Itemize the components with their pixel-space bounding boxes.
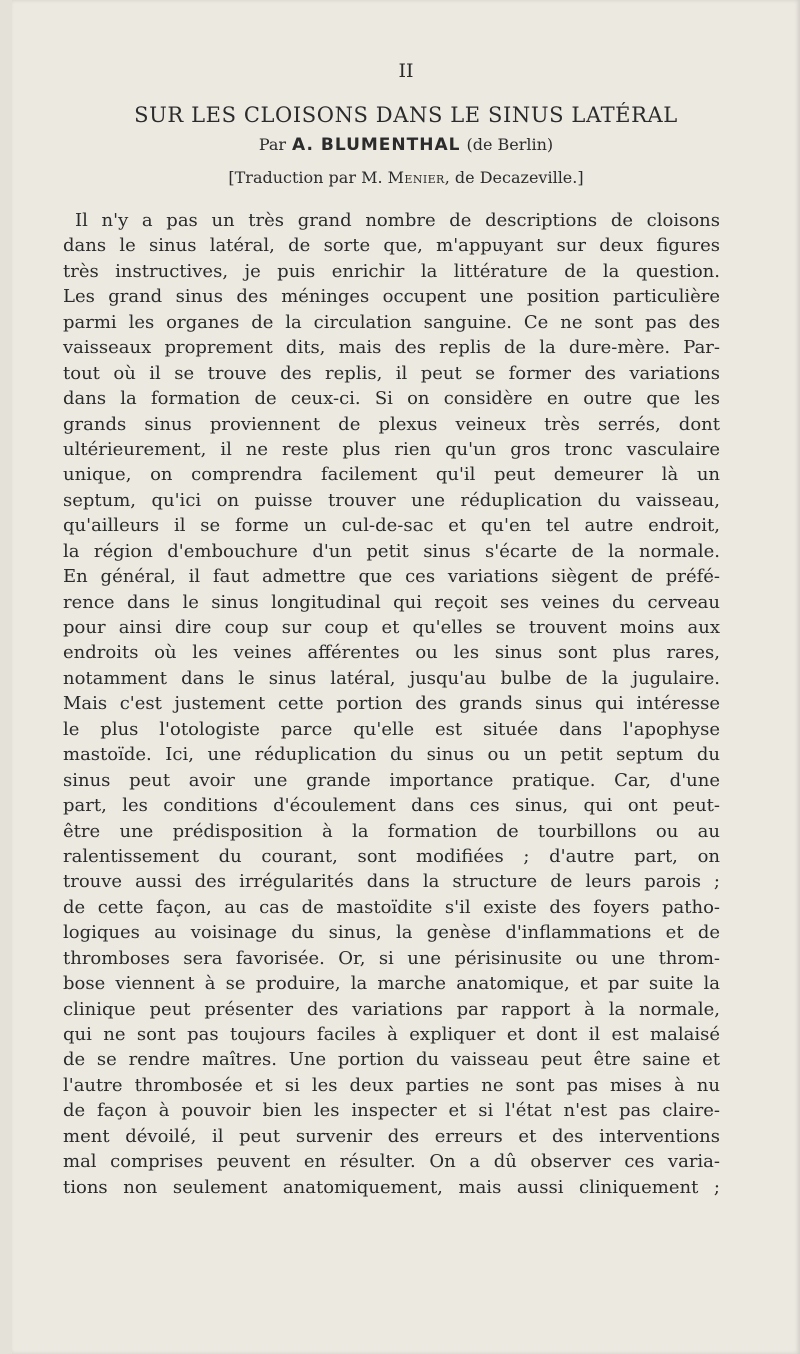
body-line: l'autre thrombosée et si les deux parties ne sont pas mises à nu	[63, 1074, 720, 1096]
article-body	[63, 208, 720, 1200]
body-line: bose viennent à se produire, la marche anatomique, et par suite la	[63, 973, 720, 995]
body-line: pour ainsi dire coup sur coup et qu'elles se trouvent moins aux	[63, 617, 720, 638]
body-line: unique, on comprendra facilement qu'il peut demeurer là un	[63, 464, 720, 486]
body-line: tions non seulement anatomiquement, mais aussi cliniquement ;	[63, 1176, 720, 1198]
body-line: qu'ailleurs il se forme un cul-de-sac et qu'en tel autre endroit,	[63, 515, 720, 537]
body-line: endroits où les veines afférentes ou les sinus sont plus rares,	[63, 642, 720, 664]
body-line: dans le sinus latéral, de sorte que, m'appuyant sur deux figures	[63, 235, 720, 257]
body-line: la région d'embouchure d'un petit sinus s'écarte de la normale.	[63, 540, 720, 562]
body-line: En général, il faut admettre que ces variations siègent de préfé-	[63, 566, 720, 588]
body-line: qui ne sont pas toujours faciles à expliquer et dont il est malaisé	[63, 1024, 720, 1045]
body-line: dans la formation de ceux-ci. Si on considère en outre que les	[63, 388, 720, 410]
body-line: clinique peut présenter des variations par rapport à la normale,	[63, 998, 720, 1020]
body-line: ultérieurement, il ne reste plus rien qu'un gros tronc vasculaire	[63, 438, 720, 460]
byline-prefix: Par	[258, 135, 287, 154]
translator-name: Menier	[387, 168, 445, 187]
author-name: A. BLUMENTHAL	[292, 135, 461, 155]
body-line: de cette façon, au cas de mastoïdite s'il existe des foyers patho-	[63, 896, 720, 918]
body-line: mastoïde. Ici, une réduplication du sinus ou un petit septum du	[63, 744, 720, 766]
body-line: le plus l'otologiste parce qu'elle est située dans l'apophyse	[63, 718, 720, 740]
article-title: SUR LES CLOISONS DANS LE SINUS LATÉRAL	[134, 103, 678, 127]
translation-suffix: , de Decazeville.]	[444, 168, 584, 187]
body-line: vaisseaux proprement dits, mais des replis de la dure-mère. Par-	[63, 337, 720, 359]
body-line: tout où il se trouve des replis, il peut se former des variations	[63, 362, 720, 384]
translation-note	[12, 168, 800, 187]
body-line: être une prédisposition à la formation de tourbillons ou au	[63, 820, 720, 842]
body-line: part, les conditions d'écoulement dans ces sinus, qui ont peut-	[63, 795, 720, 817]
author-origin: (de Berlin)	[466, 135, 554, 154]
body-line: grands sinus proviennent de plexus veineux très serrés, dont	[63, 413, 720, 435]
body-line: sinus peut avoir une grande importance pratique. Car, d'une	[63, 769, 720, 791]
body-line: septum, qu'ici on puisse trouver une réduplication du vaisseau,	[63, 489, 720, 511]
byline	[12, 135, 800, 155]
body-line: Mais c'est justement cette portion des grands sinus qui intéresse	[63, 693, 720, 715]
body-line: Il n'y a pas un très grand nombre de descriptions de cloisons	[75, 210, 720, 231]
body-line: mal comprises peuvent en résulter. On a dû observer ces varia-	[63, 1151, 720, 1173]
body-line: très instructives, je puis enrichir la littérature de la question.	[63, 260, 720, 282]
scanned-page	[12, 0, 800, 1354]
section-number: II	[398, 60, 414, 82]
body-line: rence dans le sinus longitudinal qui reçoit ses veines du cerveau	[63, 591, 720, 613]
body-line: trouve aussi des irrégularités dans la structure de leurs parois ;	[63, 871, 720, 893]
translation-prefix: [Traduction par M.	[228, 168, 383, 187]
body-line: ment dévoilé, il peut survenir des erreurs et des interventions	[63, 1125, 720, 1147]
body-line: ralentissement du courant, sont modifiées ; d'autre part, on	[63, 845, 720, 867]
body-line: thromboses sera favorisée. Or, si une périsinusite ou une throm-	[63, 947, 720, 969]
body-line: de se rendre maîtres. Une portion du vaisseau peut être saine et	[63, 1049, 720, 1071]
body-line: notamment dans le sinus latéral, jusqu'au bulbe de la jugulaire.	[63, 667, 720, 689]
body-line: logiques au voisinage du sinus, la genèse d'inflammations et de	[63, 922, 720, 944]
body-line: parmi les organes de la circulation sanguine. Ce ne sont pas des	[63, 311, 720, 333]
body-line: de façon à pouvoir bien les inspecter et si l'état n'est pas claire-	[63, 1100, 720, 1122]
body-line: Les grand sinus des méninges occupent une position particulière	[63, 286, 720, 308]
